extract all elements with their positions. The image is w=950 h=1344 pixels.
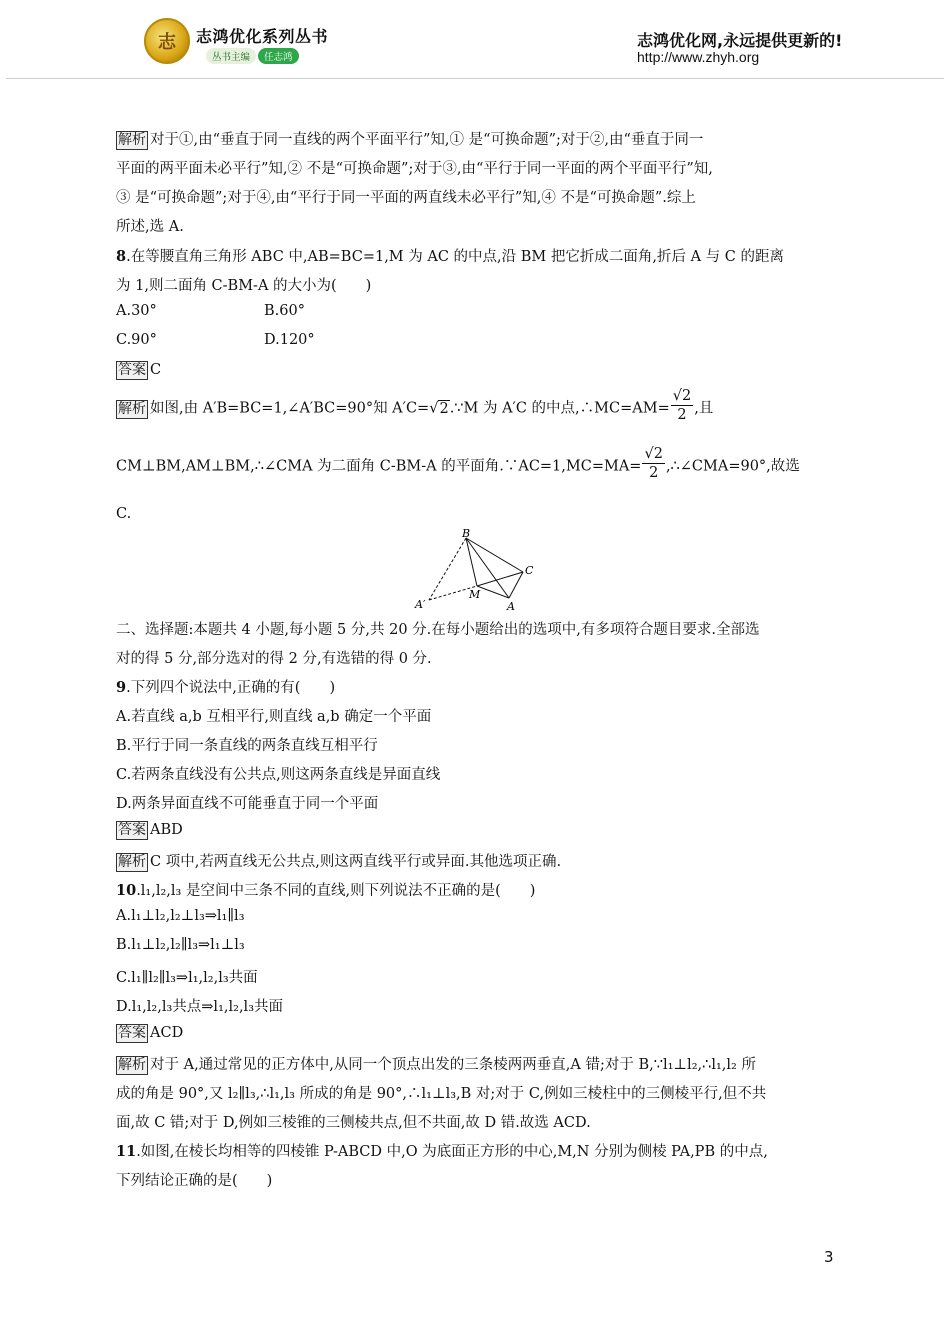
q11-stem-line-2: 下列结论正确的是( ) <box>116 1173 273 1189</box>
q7-analysis-text-1: 对于①,由“垂直于同一直线的两个平面平行”知,① 是“可换命题”;对于②,由“垂直于同一 <box>150 132 704 148</box>
q8-stem-text-1: 在等腰直角三角形 ABC 中,AB=BC=1,M 为 AC 的中点,沿 BM 把它折成二面角,折后 A 与 C 的距离 <box>130 249 784 265</box>
q10-answer-value: ACD <box>150 1025 184 1041</box>
q7-analysis-line-3: ③ 是“可换命题”;对于④,由“平行于同一平面的两直线未必平行”知,④ 不是“可换命题”.综上 <box>116 190 696 206</box>
series-title: 志鸿优化系列丛书 <box>196 27 329 46</box>
fraction-denominator: 2 <box>649 465 659 481</box>
q8-number: 8 <box>116 248 127 265</box>
fraction-sqrt2-over-2 <box>671 387 693 424</box>
q8-option-b: B.60° <box>264 303 305 319</box>
answer-tag: 答案 <box>118 1025 146 1041</box>
q10-analysis-line-3: 面,故 C 错;对于 D,例如三棱锥的三侧棱共点,但不共面,故 D 错.故选 ACD. <box>116 1115 591 1131</box>
q10-option-c: C.l₁∥l₂∥l₃⇒l₁,l₂,l₃共面 <box>116 970 258 986</box>
answer-tag: 答案 <box>118 822 146 838</box>
analysis-tag: 解析 <box>118 854 146 870</box>
q10-stem: 10.l₁,l₂,l₃ 是空间中三条不同的直线,则下列说法不正确的是( ) <box>116 882 536 899</box>
q8-analysis-line-1 <box>116 390 713 427</box>
q10-number: 10 <box>116 882 137 899</box>
header-slogan: 志鸿优化网,永远提供更新的! <box>637 31 843 50</box>
q9-analysis-text: C 项中,若两直线无公共点,则这两直线平行或异面.其他选项正确. <box>150 854 562 870</box>
q9-option-d: D.两条异面直线不可能垂直于同一个平面 <box>116 796 379 812</box>
label-C: C <box>525 564 534 577</box>
q10-stem-text: l₁,l₂,l₃ 是空间中三条不同的直线,则下列说法不正确的是( ) <box>140 883 536 899</box>
sqrt-two: √2 <box>429 400 449 417</box>
section2-heading-line-2: 对的得 5 分,部分选对的得 2 分,有选错的得 0 分. <box>116 651 432 667</box>
label-M: M <box>469 588 481 601</box>
q8-answer <box>116 361 161 380</box>
q8-option-a: A.30° <box>116 303 157 319</box>
q8-folded-triangle-figure <box>409 528 539 613</box>
label-A-prime: A′ <box>415 598 426 611</box>
q7-analysis-line-1 <box>116 128 703 150</box>
q10-answer <box>116 1024 183 1043</box>
label-A: A <box>507 600 515 613</box>
analysis-tag: 解析 <box>118 400 146 417</box>
analysis-tag: 解析 <box>118 132 146 148</box>
q8-answer-value: C <box>150 362 162 378</box>
fraction-numerator: √2 <box>672 388 692 404</box>
q11-number: 11 <box>116 1143 137 1160</box>
q8-analysis-text-2b: ,∴∠CMA=90°,故选 <box>665 458 800 475</box>
q11-stem-text-1: 如图,在棱长均相等的四棱锥 P-ABCD 中,O 为底面正方形的中心,M,N 分别为侧棱 PA,PB 的中点, <box>140 1144 768 1160</box>
sqrt-radicand: 2 <box>439 400 449 417</box>
edge-BC <box>466 538 523 572</box>
q8-analysis-line-3: C. <box>116 506 132 522</box>
q10-analysis-text-1: 对于 A,通过常见的正方体中,从同一个顶点出发的三条棱两两垂直,A 错;对于 B,∵l₁⊥l₂,∴l₁,l₂ 所 <box>150 1057 756 1073</box>
q8-analysis-text-1a: 如图,由 A′B=BC=1,∠A′BC=90°知 A′C= <box>150 400 430 417</box>
q10-option-b: B.l₁⊥l₂,l₂∥l₃⇒l₁⊥l₃ <box>116 937 245 953</box>
q10-option-d: D.l₁,l₂,l₃共点⇒l₁,l₂,l₃共面 <box>116 999 284 1015</box>
q8-analysis-text-2a: CM⊥BM,AM⊥BM,∴∠CMA 为二面角 C-BM-A 的平面角.∵AC=1,MC=MA= <box>116 458 642 475</box>
q9-analysis <box>116 850 561 872</box>
q8-option-d: D.120° <box>264 332 315 348</box>
q9-answer-value: ABD <box>150 822 183 838</box>
q11-stem-line-1: 11.如图,在棱长均相等的四棱锥 P-ABCD 中,O 为底面正方形的中心,M,N 分别为侧棱 PA,PB 的中点, <box>116 1143 768 1160</box>
q9-option-b: B.平行于同一条直线的两条直线互相平行 <box>116 738 378 754</box>
section2-heading-line-1: 二、选择题:本题共 4 小题,每小题 5 分,共 20 分.在每小题给出的选项中,有多项符合题目要求.全部选 <box>116 622 760 638</box>
q8-option-c: C.90° <box>116 332 157 348</box>
q9-number: 9 <box>116 679 127 696</box>
header-divider <box>6 78 944 79</box>
page-header <box>0 0 950 80</box>
q9-stem-text: 下列四个说法中,正确的有( ) <box>130 680 336 696</box>
series-logo <box>144 18 190 64</box>
logo-glyph: 志 <box>158 32 176 53</box>
q7-analysis-line-2: 平面的两平面未必平行”知,② 不是“可换命题”;对于③,由“平行于同一平面的两个平面平行”知, <box>116 161 713 177</box>
q8-stem-line-2: 为 1,则二面角 C-BM-A 的大小为( ) <box>116 278 372 294</box>
answer-tag: 答案 <box>118 362 146 378</box>
fraction-sqrt2-over-2 <box>642 445 664 482</box>
q9-option-c: C.若两条直线没有公共点,则这两条直线是异面直线 <box>116 767 441 783</box>
editor-name: 任志鸿 <box>258 48 299 64</box>
editor-badge <box>206 48 299 64</box>
q10-analysis-line-2: 成的角是 90°,又 l₂∥l₃,∴l₁,l₃ 所成的角是 90°,∴l₁⊥l₃,B 对;对于 C,例如三棱柱中的三侧棱平行,但不共 <box>116 1086 767 1102</box>
q8-stem-line-1: 8.在等腰直角三角形 ABC 中,AB=BC=1,M 为 AC 的中点,沿 BM 把它折成二面角,折后 A 与 C 的距离 <box>116 248 784 265</box>
q9-answer <box>116 821 183 840</box>
label-B: B <box>462 528 471 540</box>
editor-label: 丛书主编 <box>206 48 256 64</box>
header-url[interactable]: http://www.zhyh.org <box>637 49 760 65</box>
q9-option-a: A.若直线 a,b 互相平行,则直线 a,b 确定一个平面 <box>116 709 432 725</box>
q8-analysis-text-1b: .∵M 为 A′C 的中点,∴MC=AM= <box>449 400 670 417</box>
q8-analysis-text-1c: ,且 <box>694 400 714 417</box>
fraction-numerator: √2 <box>644 446 663 462</box>
fraction-denominator: 2 <box>677 407 687 423</box>
q7-analysis-line-4: 所述,选 A. <box>116 219 184 235</box>
q10-analysis-line-1 <box>116 1053 756 1075</box>
q8-analysis-line-2 <box>116 448 800 485</box>
analysis-tag: 解析 <box>118 1057 146 1073</box>
page-number: 3 <box>824 1248 834 1266</box>
q9-stem: 9.下列四个说法中,正确的有( ) <box>116 679 336 696</box>
q10-option-a: A.l₁⊥l₂,l₂⊥l₃⇒l₁∥l₃ <box>116 908 245 924</box>
